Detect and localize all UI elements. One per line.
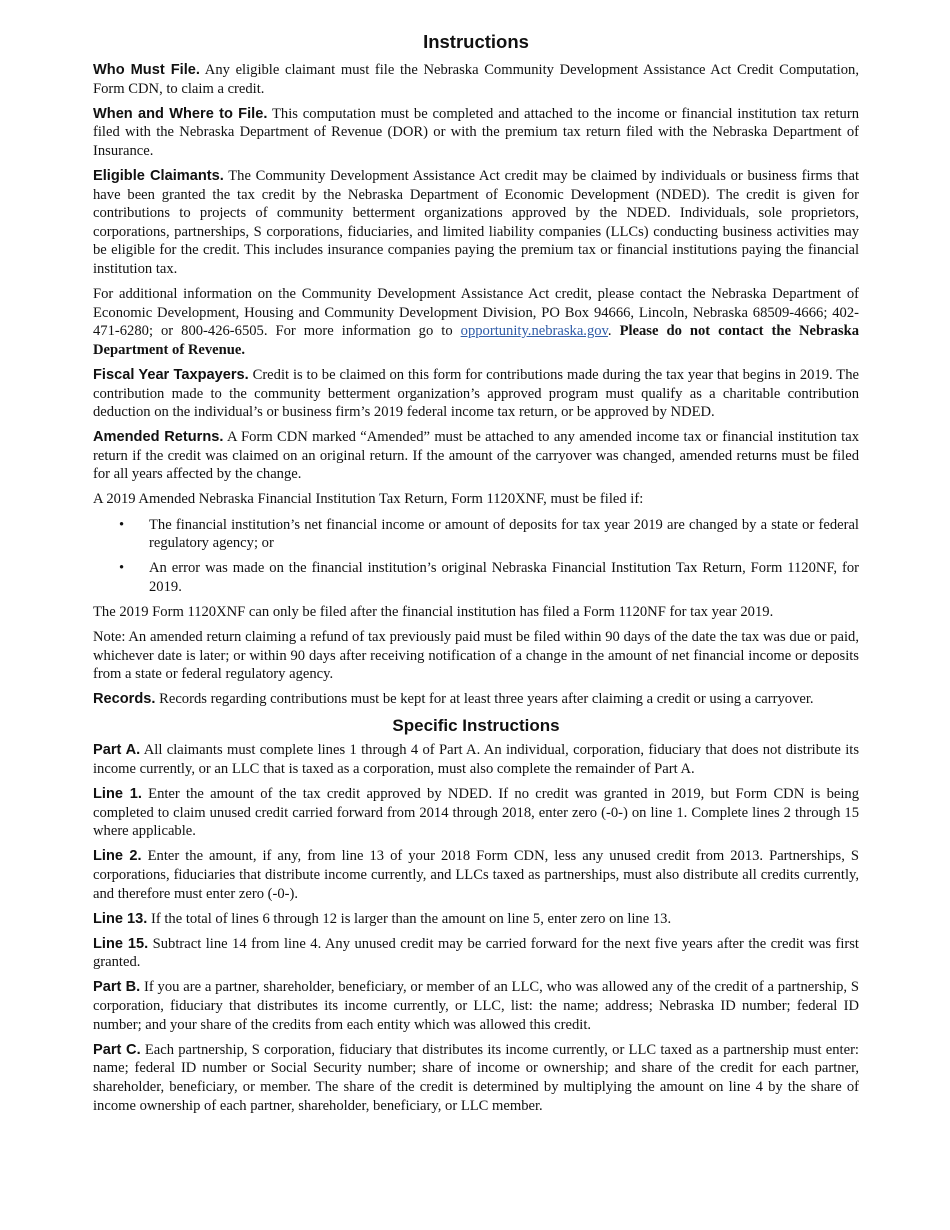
list-item-text: The financial institution’s net financial income or amount of deposits for tax year 2019 are changed by a state or federal regulatory agency; or bbox=[149, 516, 859, 552]
part-b-paragraph bbox=[93, 978, 859, 1034]
list-item-text: An error was made on the financial institution’s original Nebraska Financial Institution Tax Return, Form 1120NF, for 2019. bbox=[149, 560, 859, 595]
line-1-heading: Line 1. bbox=[93, 786, 142, 803]
part-a-text: All claimants must complete lines 1 through 4 of Part A. An individual, corporation, fiduciary that does not distribute its income currently, or an LLC that is taxed as a corporation, must also complete the remainder of Part A. bbox=[93, 742, 859, 777]
eligible-claimants-text: The Community Development Assistance Act credit may be claimed by individuals or business firms that have been granted the tax credit by the Nebraska Department of Economic Development (NDED). The credit is given for contributions to projects of community betterment organizations approved by the NDED. Individuals, sole proprietors, corporations, partnerships, S corporations, fiduciaries, and limited liability companies (LLCs) conducting business activities may be eligible for the credit. This includes insurance companies paying the premium tax or financial institutions paying the financial institution tax. bbox=[93, 167, 859, 277]
line-15-heading: Line 15. bbox=[93, 935, 149, 952]
list-item bbox=[93, 516, 859, 553]
who-must-file-paragraph bbox=[93, 61, 859, 98]
amended-returns-heading: Amended Returns. bbox=[93, 429, 224, 446]
part-b-text: If you are a partner, shareholder, beneficiary, or member of an LLC, who was allowed any of the credit of a partnership, S corporation, fiduciary that distributes its income currently, or LLC, list: the name; address; Nebraska ID number; federal ID number; and your share of the credits from each entity which was allowed this credit. bbox=[93, 979, 859, 1033]
form-1120xnf-note: The 2019 Form 1120XNF can only be filed after the financial institution has filed a Form 1120NF for tax year 2019. bbox=[93, 603, 774, 620]
bullet-icon: • bbox=[119, 516, 125, 533]
when-where-paragraph bbox=[93, 105, 859, 161]
part-c-paragraph bbox=[93, 1041, 859, 1115]
who-must-file-heading: Who Must File. bbox=[93, 62, 200, 78]
line-13-paragraph bbox=[93, 910, 859, 929]
fiscal-year-paragraph bbox=[93, 366, 859, 422]
additional-info-text: For additional information on the Community Development Assistance Act credit, please contact the Nebraska Department of Economic Development, Housing and Community Development Division, PO Box 94666, Lincoln, Nebraska 68509-4666; 402-471-6280; or 800-426-6505. For more information go to bbox=[93, 286, 859, 340]
records-text: Records regarding contributions must be kept for at least three years after claiming a credit or using a carryover. bbox=[155, 691, 814, 708]
specific-instructions-title: Specific Instructions bbox=[392, 716, 560, 736]
records-heading: Records. bbox=[93, 691, 156, 708]
eligible-claimants-heading: Eligible Claimants. bbox=[93, 167, 224, 184]
amended-fi-intro: A 2019 Amended Nebraska Financial Institution Tax Return, Form 1120XNF, must be filed if: bbox=[93, 491, 644, 508]
bullet-icon: • bbox=[119, 560, 125, 577]
part-c-heading: Part C. bbox=[93, 1041, 141, 1058]
line-13-heading: Line 13. bbox=[93, 910, 148, 927]
line-13-text: If the total of lines 6 through 12 is larger than the amount on line 5, enter zero on line 13. bbox=[147, 910, 672, 927]
instructions-page bbox=[93, 30, 859, 1122]
opportunity-link[interactable]: opportunity.nebraska.gov bbox=[460, 323, 608, 340]
part-a-heading: Part A. bbox=[93, 742, 141, 759]
records-paragraph bbox=[93, 690, 859, 709]
eligible-claimants-paragraph bbox=[93, 167, 859, 279]
line-2-heading: Line 2. bbox=[93, 848, 142, 865]
amended-returns-paragraph bbox=[93, 428, 859, 484]
amended-returns-text: A Form CDN marked “Amended” must be attached to any amended income tax or financial institution tax return if the credit was claimed on an original return. If the amount of the carryover was changed, amended returns must be filed for all years affected by the change. bbox=[93, 429, 859, 483]
who-must-file-text: Any eligible claimant must file the Nebraska Community Development Assistance Act Credit Computation, Form CDN, to claim a credit. bbox=[93, 62, 859, 97]
when-where-text: This computation must be completed and attached to the income or financial institution tax return filed with the Nebraska Department of Revenue (DOR) or with the premium tax return filed with the Nebraska Department of Insurance. bbox=[93, 105, 860, 159]
additional-info-paragraph bbox=[93, 285, 859, 359]
line-15-paragraph bbox=[93, 935, 859, 972]
line-2-paragraph bbox=[93, 847, 859, 903]
do-not-contact-notice: Please do not contact the Nebraska Department of Revenue. bbox=[93, 323, 860, 358]
when-where-heading: When and Where to File. bbox=[93, 105, 268, 122]
fiscal-year-text: Credit is to be claimed on this form for contributions made during the tax year that begins in 2019. The contribution made to the community betterment organization’s approved program must qualify as a charitable contribution deduction on the individual’s or business firm’s 2019 federal income tax return, or be approved by NDED. bbox=[93, 366, 859, 421]
part-b-heading: Part B. bbox=[93, 979, 141, 996]
page-title: Instructions bbox=[423, 31, 529, 52]
list-item bbox=[93, 559, 859, 596]
line-1-text: Enter the amount of the tax credit approved by NDED. If no credit was granted in 2019, but Form CDN is being completed to claim unused credit carried forward from 2014 through 2018, enter zero (-0-) on line 1. Complete lines 2 through 15 where applicable. bbox=[93, 786, 859, 840]
line-1-paragraph bbox=[93, 785, 859, 841]
amended-conditions-list bbox=[93, 516, 859, 597]
line-2-text: Enter the amount, if any, from line 13 of your 2018 Form CDN, less any unused credit from 2013. Partnerships, S corporations, fiduciaries that distribute income currently, and LLCs taxed as partnerships, must also distribute all credits currently, and therefore must enter zero (-0-). bbox=[93, 848, 859, 902]
part-c-text: Each partnership, S corporation, fiduciary that distributes its income currently, or LLC taxed as a partnership must enter: name; federal ID number or Social Security number; share of income or ownership; and share of the credit for each partner, shareholder, beneficiary, or member. The share of the credit is determined by multiplying the amount on line 4 by the share of income ownership of each partner, shareholder, beneficiary, or LLC member. bbox=[93, 1041, 859, 1114]
fiscal-year-heading: Fiscal Year Taxpayers. bbox=[93, 366, 249, 383]
refund-note: Note: An amended return claiming a refund of tax previously paid must be filed within 90 days of the date the tax was due or paid, whichever date is later; or within 90 days after receiving notification of a change in the amount of net financial income or deposits from a state or federal regulatory agency. bbox=[93, 629, 859, 683]
additional-info-after-link: . bbox=[607, 323, 620, 340]
line-15-text: Subtract line 14 from line 4. Any unused credit may be carried forward for the next five years after the credit was first granted. bbox=[93, 935, 859, 971]
part-a-paragraph bbox=[93, 741, 859, 778]
